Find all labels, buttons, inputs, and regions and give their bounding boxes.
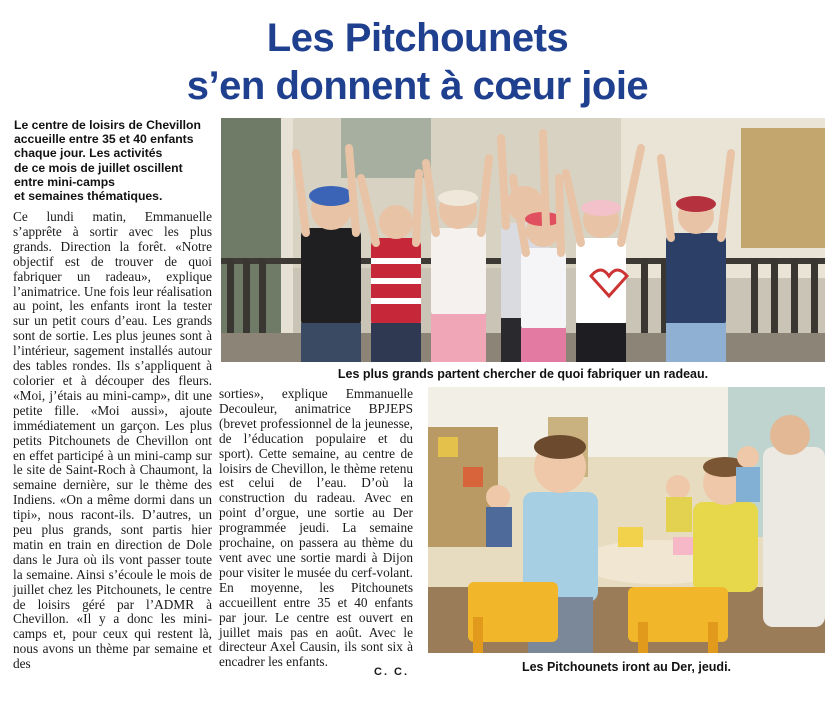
lead-line: accueille entre 35 et 40 enfants bbox=[14, 132, 194, 147]
headline bbox=[0, 14, 835, 110]
body-column-2 bbox=[219, 387, 413, 670]
photo-caption-2: Les Pitchounets iront au Der, jeudi. bbox=[521, 660, 732, 674]
author-signature: C. C. bbox=[374, 666, 410, 678]
body-text-col1: Ce lundi matin, Emmanuelle s’apprête à sortir avec les plus grands. Direction la forêt. «Notre objectif est de trouver de quoi fabriquer un radeau», explique l’animatrice. Une fois leur réalisation au point, les enfants iront la tester sur un petit cours d’eau. Les grands sont de sortie. Les plus jeunes sont à l’intérieur, sagement installés autour des tables rondes. Ils s’appliquent à colorier et à découper des fleurs. «Moi, j’étais au mini-camp», dit une petite fille. «Moi aussi», ajoute immédiatement un garçon. Les plus petits Pitchounets de Chevillon ont en effet participé à un mini-camp sur le site de Saint-Roch à Chaumont, la semaine dernière, sur le thème des Indiens. «On a même dormi dans un tipi», nous racont-ils. D’autres, un peu plus grands, sont partis hier matin en train en direction de Dole dans le Jura où ils vont passer toute la semaine. Ainsi s’écoule le mois de juillet chez les Pitchounets, le centre de loisirs géré par l’ADMR à Chevillon. «Il y a donc les mini-camps et, pour ceux qui restent là, nous avons un thème par semaine et des bbox=[13, 209, 213, 672]
body-text-col2: sorties», explique Emmanuelle Decouleur, animatrice BPJEPS (brevet professionnel de la jeunesse, de l’éducation populaire et du sport). Cette semaine, au centre de loisirs de Chevillon, le thème retenu est celui de l’eau. D’où la construction du radeau. Avec en point d’orgue, une sortie au Der programmée jeudi. La semaine prochaine, on passera au thème du vent avec une sortie mardi à Dijon pour visiter le musée du cerf-volant. En moyenne, les Pitchounets accueillent entre 35 et 40 enfants par jour. Le centre est ouvert en juillet mais pas en août. Avec le directeur Axel Causin, ils sont six à encadrer les enfants. bbox=[219, 386, 413, 670]
headline-line-1: Les Pitchounets bbox=[266, 16, 569, 60]
lead-line: entre mini-camps bbox=[14, 174, 115, 189]
lead-paragraph bbox=[14, 118, 212, 203]
lead-line: et semaines thématiques. bbox=[14, 189, 163, 204]
lead-line: chaque jour. Les activités bbox=[14, 146, 163, 161]
photo-kids-indoors bbox=[428, 387, 825, 653]
lead-line: de ce mois de juillet oscillent bbox=[14, 160, 183, 175]
lead-line: Le centre de loisirs de Chevillon bbox=[14, 118, 201, 132]
body-column-1 bbox=[13, 210, 212, 672]
photo-kids-outdoors bbox=[221, 118, 825, 362]
headline-line-2: s’en donnent à cœur joie bbox=[186, 64, 649, 108]
photo-caption-1: Les plus grands partent chercher de quoi fabriquer un radeau. bbox=[337, 367, 709, 381]
